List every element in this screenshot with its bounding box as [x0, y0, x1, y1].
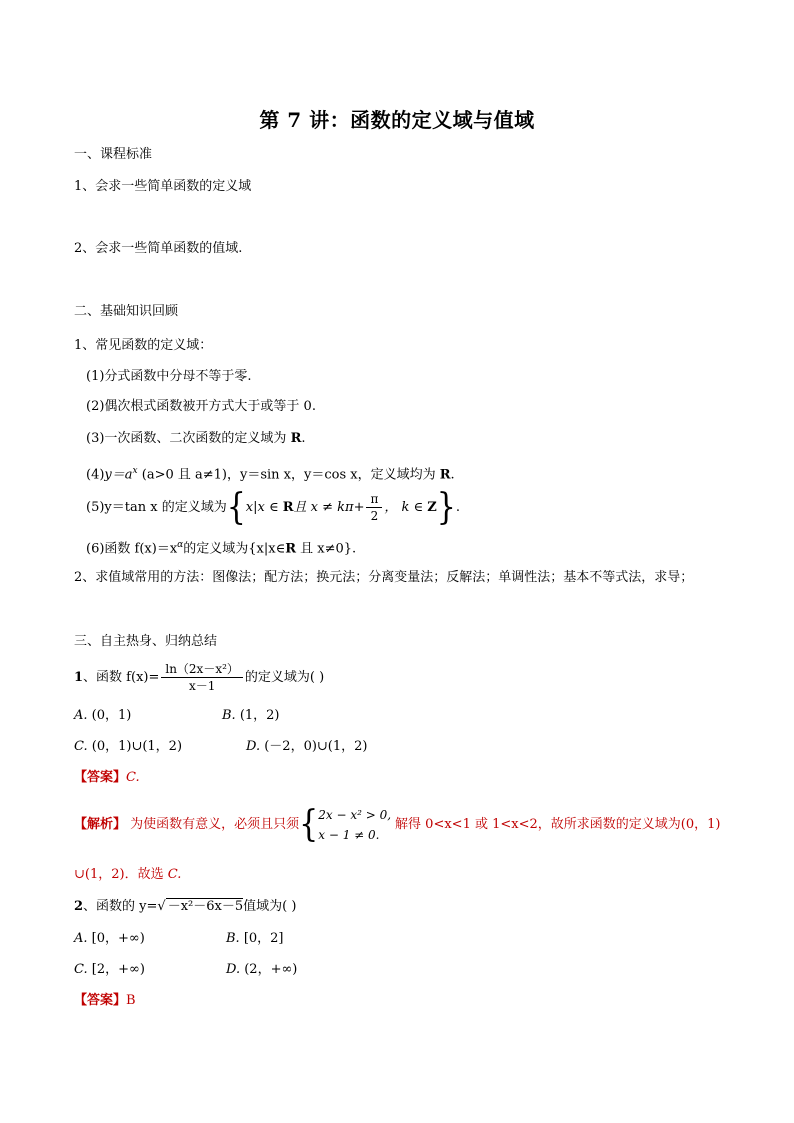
option-letter: A.: [74, 931, 88, 946]
domain-rule-4-text: (a>0 且 a≠1)，y＝sin x，y＝cos x，定义域均为: [137, 467, 440, 483]
option-letter: C.: [74, 739, 88, 754]
option-text: (1，2): [235, 708, 280, 723]
range-methods: 2、求值域常用的方法：图像法；配方法；换元法；分离变量法；反解法；单调性法；基本不等式法，求导；: [74, 570, 694, 585]
domain-rule-5: [86, 485, 461, 528]
question-1: [74, 660, 324, 696]
question-2-stem: 、函数的 y=: [83, 899, 158, 914]
domain-rule-6-text: (6)函数 f(x)＝x: [86, 541, 178, 557]
section-heading-2: 二、基础知识回顾: [74, 304, 179, 319]
q2-option-a[interactable]: [74, 930, 145, 948]
q1-option-d[interactable]: [246, 738, 368, 756]
explanation-choice: C.: [167, 867, 182, 882]
inequality-2: x − 1 ≠ 0.: [318, 827, 380, 842]
system-brace: {: [299, 802, 319, 845]
q1-answer: [74, 769, 140, 787]
question-number: 2: [74, 899, 84, 914]
left-brace: {: [226, 485, 246, 528]
standard-item-2: 2、会求一些简单函数的值域.: [74, 241, 243, 256]
set-expr-b: 且 x ≠ kπ+: [293, 500, 365, 515]
q1-explanation: [74, 800, 720, 850]
real-set-symbol: R: [285, 541, 296, 557]
option-text: [0，2]: [239, 931, 284, 946]
inequality-system: [318, 805, 391, 845]
question-2-suffix: 值域为( ): [243, 899, 297, 914]
right-brace: }: [436, 485, 456, 528]
explanation-text: 为使函数有意义，必须且只须: [126, 817, 300, 832]
fraction-numerator: ln（2x－x²）: [161, 661, 243, 678]
real-set-symbol: R: [282, 500, 294, 515]
answer-label: 【答案】: [74, 770, 127, 785]
exponent: x: [132, 466, 138, 476]
set-expr-c: ， k ∈: [384, 500, 428, 515]
pi-over-two: [366, 491, 382, 524]
question-1-stem: 、函数 f(x)=: [83, 670, 160, 685]
period: .: [455, 500, 461, 515]
set-expr-a: x|x ∈: [245, 500, 283, 515]
radicand: －x²－6x－5: [167, 899, 244, 914]
explanation-solution: 解得 0<x<1 或 1<x<2，故所求函数的定义域为(0，1): [395, 817, 721, 832]
domain-intro: 1、常见函数的定义域：: [74, 338, 213, 353]
section-heading-1: 一、课程标准: [74, 147, 153, 162]
inequality-1: 2x − x² > 0,: [318, 807, 392, 822]
answer-value: B: [126, 993, 136, 1008]
explanation-tail: ∪(1，2)．故选: [74, 867, 168, 882]
q1-explanation-end: [74, 866, 181, 884]
option-letter: B.: [226, 931, 240, 946]
domain-rule-2: (2)偶次根式函数被开方式大于或等于 0.: [86, 399, 316, 414]
real-set-symbol: R: [290, 431, 302, 446]
q1-option-a[interactable]: [74, 707, 131, 725]
option-text: (0，1)∪(1，2): [87, 739, 183, 754]
domain-rule-5-text: (5)y＝tan x 的定义域为: [86, 500, 227, 515]
rule-number: (4): [86, 467, 105, 483]
question-1-fraction: [161, 661, 243, 694]
option-letter: D.: [246, 739, 261, 754]
page-title: 第 7 讲：函数的定义域与值域: [259, 108, 535, 132]
fraction-denominator: x－1: [188, 679, 216, 693]
option-letter: A.: [74, 708, 88, 723]
domain-rule-4: [86, 462, 455, 484]
q2-option-d[interactable]: [226, 961, 297, 979]
answer-label: 【答案】: [74, 993, 127, 1008]
q2-answer: [74, 992, 136, 1010]
question-number: 1: [74, 670, 84, 685]
option-letter: B.: [222, 708, 236, 723]
option-letter: C.: [74, 962, 88, 977]
option-text: [0，+∞): [87, 931, 145, 946]
answer-value: C.: [126, 770, 140, 785]
q1-option-b[interactable]: [222, 707, 280, 725]
integer-set-symbol: Z: [427, 500, 437, 515]
period: .: [301, 431, 306, 446]
option-text: [2，+∞): [87, 962, 145, 977]
section-heading-3: 三、自主热身、归纳总结: [74, 634, 218, 649]
q1-option-c[interactable]: [74, 738, 182, 756]
fraction-numerator: π: [366, 491, 382, 508]
standard-item-1: 1、会求一些简单函数的定义域: [74, 179, 252, 194]
option-text: (0，1): [87, 708, 132, 723]
sqrt-icon: √: [157, 899, 166, 914]
exp-function: y＝a: [104, 467, 133, 483]
explanation-label: 【解析】: [74, 817, 127, 832]
exponent: α: [177, 540, 184, 550]
domain-rule-6-end: 且 x≠0}.: [296, 541, 357, 557]
option-text: (－2，0)∪(1，2): [260, 739, 368, 754]
option-letter: D.: [226, 962, 241, 977]
domain-rule-6: [86, 536, 356, 558]
q2-option-c[interactable]: [74, 961, 145, 979]
q2-option-b[interactable]: [226, 930, 284, 948]
question-2: [74, 898, 296, 916]
domain-rule-1: (1)分式函数中分母不等于零.: [86, 369, 252, 384]
real-set-symbol: R: [439, 467, 451, 483]
question-1-suffix: 的定义域为( ): [244, 670, 325, 685]
domain-rule-6-set: 的定义域为{x|x∈: [183, 541, 286, 557]
option-text: (2，+∞): [240, 962, 298, 977]
domain-rule-3: [86, 430, 306, 448]
domain-rule-3-text: (3)一次函数、二次函数的定义域为: [86, 431, 291, 446]
fraction-denominator: 2: [370, 509, 379, 523]
period: .: [450, 467, 455, 483]
